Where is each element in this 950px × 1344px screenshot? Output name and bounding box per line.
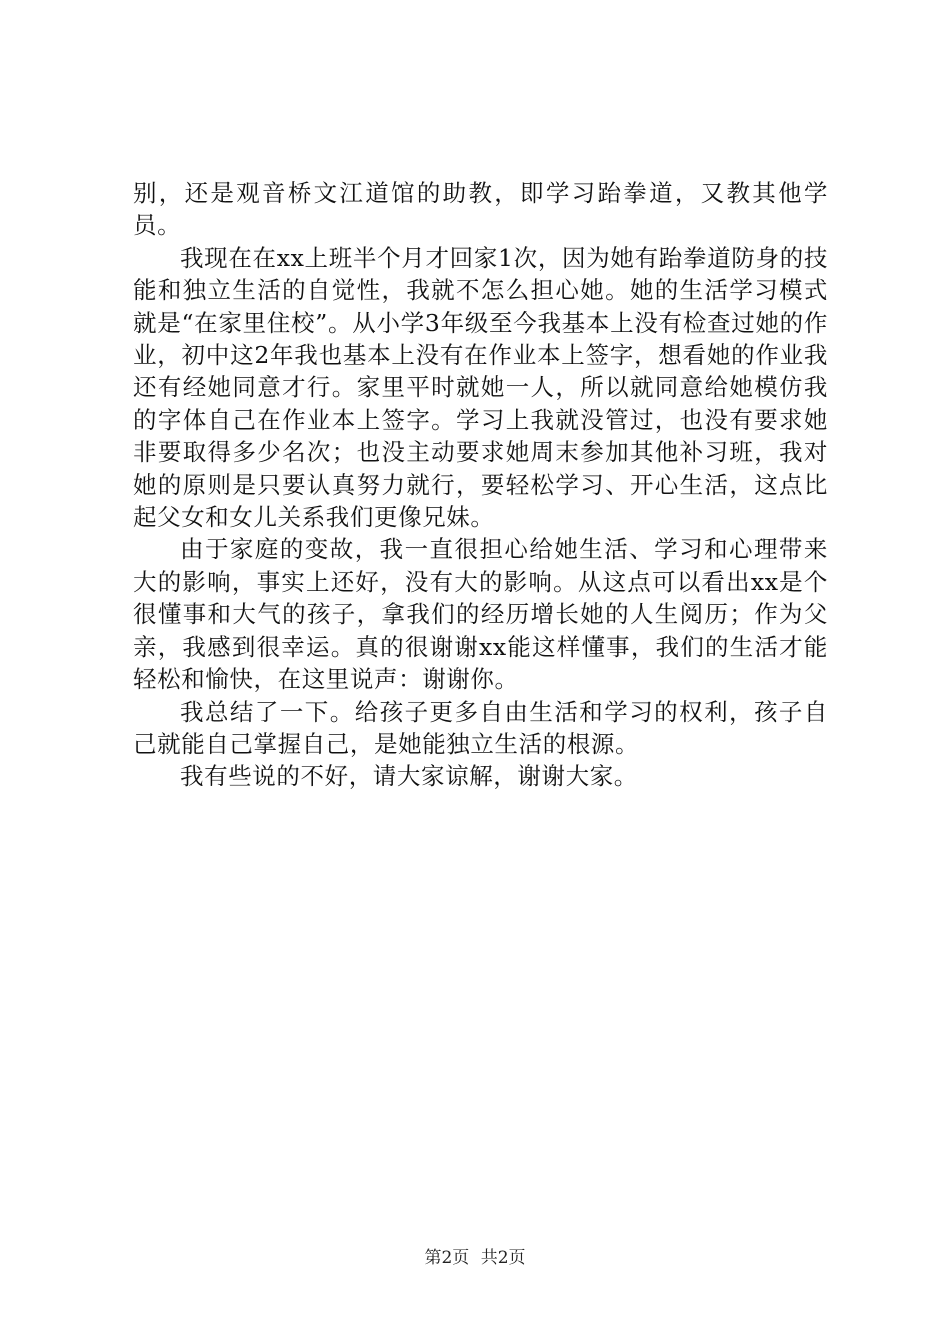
paragraph-2: 我现在在xx上班半个月才回家1次，因为她有跆拳道防身的技能和独立生活的自觉性，我就不怎么担心她。她的生活学习模式就是“在家里住校”。从小学3年级至今我基本上没有检查过她的作业，初中这2年我也基本上没有在作业本上签字，想看她的作业我还有经她同意才行。家里平时就她一人，所以就同意给她模仿我的字体自己在作业本上签字。学习上我就没管过，也没有要求她非要取得多少名次；也没主动要求她周末参加其他补习班，我对她的原则是只要认真努力就行，要轻松学习、开心生活，这点比起父女和女儿关系我们更像兄妹。: [133, 243, 828, 532]
page-footer: [0, 1243, 950, 1268]
paragraph-1: 别，还是观音桥文江道馆的助教，即学习跆拳道，又教其他学员。: [133, 179, 828, 240]
paragraph-4: 我总结了一下。给孩子更多自由生活和学习的权利，孩子自己就能自己掌握自己，是她能独立生活的根源。: [133, 697, 828, 758]
document-body: [133, 177, 828, 793]
paragraph-3: 由于家庭的变故，我一直很担心给她生活、学习和心理带来大的影响，事实上还好，没有大的影响。从这点可以看出xx是个很懂事和大气的孩子，拿我们的经历增长她的人生阅历；作为父亲，我感到很幸运。真的很谢谢xx能这样懂事，我们的生活才能轻松和愉快，在这里说声：谢谢你。: [133, 535, 828, 694]
paragraph-5: 我有些说的不好，请大家谅解，谢谢大家。: [180, 762, 638, 791]
page-number: 第2页: [424, 1248, 470, 1268]
page-total: 共2页: [480, 1248, 526, 1268]
